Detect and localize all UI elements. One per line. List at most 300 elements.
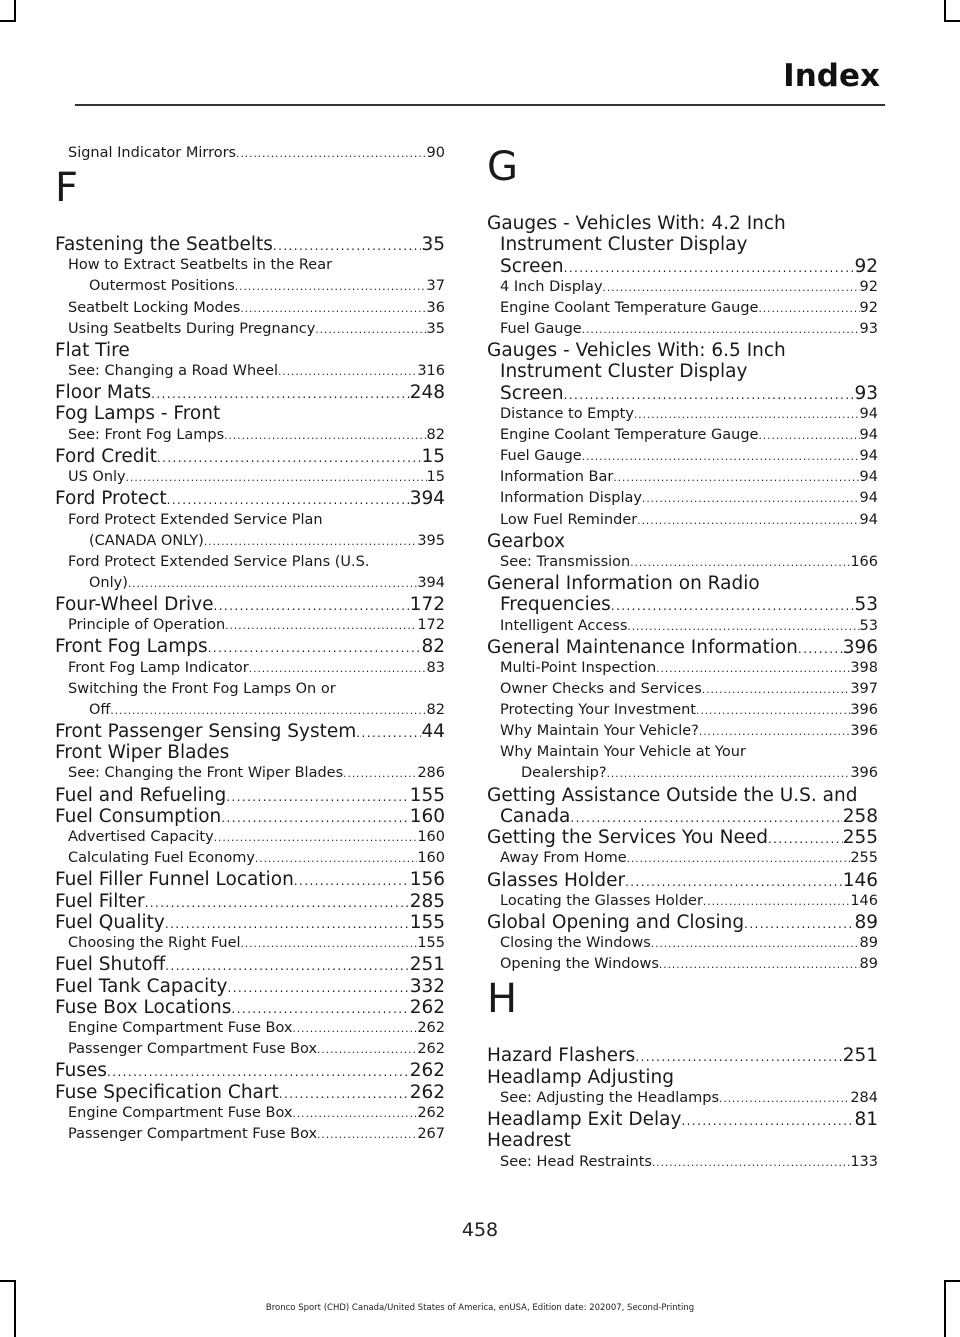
entry-page: 397	[850, 681, 878, 698]
index-entry	[55, 594, 445, 615]
dot-leader	[696, 701, 850, 721]
dot-leader	[719, 1089, 850, 1109]
entry-label: Fuel Consumption	[55, 805, 222, 827]
entry-label: Screen	[500, 255, 564, 277]
index-entry-line: Instrument Cluster Display	[500, 361, 748, 383]
dot-leader	[231, 999, 409, 1018]
index-subentry	[55, 848, 445, 869]
index-subentry	[55, 933, 445, 954]
entry-label: Engine Compartment Fuse Box	[68, 1020, 293, 1037]
dot-leader	[630, 553, 850, 573]
index-subentry	[487, 446, 878, 467]
entry-label: Frequencies	[500, 594, 611, 616]
index-entry	[487, 383, 878, 404]
dot-leader	[768, 829, 843, 848]
dot-leader	[224, 426, 426, 446]
index-heading: Gearbox	[487, 530, 566, 552]
dot-leader	[564, 385, 855, 404]
entry-page: 285	[409, 890, 445, 912]
entry-page: 156	[409, 869, 445, 891]
dot-leader	[607, 764, 851, 784]
index-subentry	[487, 467, 878, 488]
index-subentry	[487, 700, 878, 721]
entry-page: 35	[421, 234, 445, 256]
entry-page: 82	[426, 426, 445, 443]
index-entry	[55, 1060, 445, 1081]
entry-label: Ford Credit	[55, 445, 157, 467]
entry-page: 251	[842, 1045, 878, 1067]
entry-label: See: Front Fog Lamps	[68, 426, 225, 443]
index-subentry	[487, 763, 878, 784]
index-entry	[487, 827, 878, 848]
entry-page: 53	[854, 594, 878, 616]
entry-label: Why Maintain Your Vehicle?	[500, 723, 699, 740]
entry-label: Owner Checks and Services	[500, 681, 702, 698]
entry-label: Fuel Quality	[55, 911, 165, 933]
entry-label: Locating the Glasses Holder	[500, 892, 703, 909]
dot-leader	[126, 468, 427, 488]
dot-leader	[627, 617, 859, 637]
entry-label: (CANADA ONLY)	[89, 532, 204, 549]
index-column-right	[487, 143, 878, 1173]
index-subentry	[55, 615, 445, 636]
entry-label: Screen	[500, 382, 564, 404]
entry-page: 262	[417, 1041, 445, 1058]
index-subentry	[487, 616, 878, 637]
entry-label: Low Fuel Reminder	[500, 511, 638, 528]
entry-label: Engine Coolant Temperature Gauge	[500, 299, 759, 316]
index-subentry	[487, 891, 878, 912]
entry-page: 166	[850, 553, 878, 570]
entry-label: General Maintenance Information	[487, 636, 798, 658]
entry-label: Getting the Services You Need	[487, 827, 768, 849]
entry-page: 146	[850, 892, 878, 909]
index-subentry	[55, 425, 445, 446]
entry-page: 92	[859, 278, 878, 295]
index-subentry	[487, 488, 878, 509]
dot-leader	[208, 638, 422, 657]
entry-page: 394	[409, 488, 445, 510]
entry-label: 4 Inch Display	[500, 278, 603, 295]
entry-label: Intelligent Access	[500, 617, 628, 634]
entry-label: US Only	[68, 469, 126, 486]
entry-page: 394	[417, 574, 445, 591]
index-subentry	[55, 531, 445, 552]
entry-label: Ford Protect	[55, 488, 167, 510]
entry-page: 94	[859, 469, 878, 486]
dot-leader	[642, 489, 860, 509]
dot-leader	[292, 1104, 417, 1124]
dot-leader	[758, 299, 859, 319]
index-entry	[487, 1045, 878, 1066]
index-subentry	[487, 658, 878, 679]
dot-leader	[627, 849, 851, 869]
entry-page: 255	[842, 827, 878, 849]
dot-leader	[292, 1019, 417, 1039]
entry-label: Protecting Your Investment	[500, 702, 696, 719]
index-subentry	[55, 143, 445, 164]
entry-label: Front Fog Lamps	[55, 636, 208, 658]
index-heading: Headrest	[487, 1130, 571, 1152]
dot-leader	[165, 956, 409, 975]
dot-leader	[294, 871, 410, 890]
index-subentry-line: Switching the Front Fog Lamps On or	[68, 680, 336, 697]
index-subentry	[55, 276, 445, 297]
dot-leader	[703, 892, 850, 912]
entry-page: 155	[409, 911, 445, 933]
dot-leader	[249, 659, 427, 679]
dot-leader	[235, 277, 427, 297]
dot-leader	[634, 405, 860, 425]
index-subentry	[487, 954, 878, 975]
entry-page: 258	[842, 805, 878, 827]
entry-label: Front Passenger Sensing System	[55, 720, 357, 742]
entry-page: 284	[850, 1090, 878, 1107]
entry-page: 94	[859, 427, 878, 444]
entry-label: Opening the Windows	[500, 956, 659, 973]
entry-label: Multi-Point Inspection	[500, 660, 657, 676]
index-entry	[55, 785, 445, 806]
dot-leader	[221, 808, 409, 827]
index-subentry	[487, 277, 878, 298]
index-entry	[55, 806, 445, 827]
entry-label: Closing the Windows	[500, 935, 651, 952]
entry-page: 286	[417, 765, 445, 782]
entry-label: Away From Home	[500, 850, 627, 867]
entry-label: Signal Indicator Mirrors	[68, 145, 237, 161]
entry-page: 37	[426, 278, 445, 295]
dot-leader	[613, 468, 859, 488]
entry-label: Fastening the Seatbelts	[55, 234, 273, 256]
dot-leader	[226, 787, 409, 806]
entry-page: 93	[854, 382, 878, 404]
dot-leader	[702, 680, 851, 700]
index-subentry	[487, 1088, 878, 1109]
dot-leader	[699, 722, 850, 742]
index-entry	[55, 891, 445, 912]
dot-leader	[652, 1153, 850, 1173]
index-entry	[55, 997, 445, 1018]
index-entry	[487, 594, 878, 615]
entry-label: Seatbelt Locking Modes	[68, 299, 241, 316]
entry-page: 89	[854, 911, 878, 933]
index-entry	[487, 637, 878, 658]
entry-page: 172	[417, 617, 445, 634]
entry-page: 146	[842, 869, 878, 891]
index-heading: Flat Tire	[55, 339, 130, 361]
dot-leader	[240, 299, 426, 319]
entry-label: Canada	[500, 805, 571, 827]
entry-page: 396	[850, 723, 878, 740]
index-subentry	[55, 763, 445, 784]
entry-label: Outermost Positions	[89, 278, 235, 295]
dot-leader	[564, 258, 855, 277]
dot-leader	[279, 1084, 410, 1103]
crop-mark	[944, 0, 946, 22]
entry-page: 267	[417, 1126, 445, 1143]
crop-mark	[0, 1280, 16, 1282]
entry-label: Fuel Filter	[55, 890, 145, 912]
entry-label: See: Adjusting the Headlamps	[500, 1090, 720, 1107]
crop-mark	[14, 0, 16, 22]
entry-page: 160	[417, 829, 445, 846]
dot-leader	[228, 978, 410, 997]
entry-page: 160	[417, 850, 445, 867]
index-subentry	[55, 361, 445, 382]
entry-label: Fuses	[55, 1060, 108, 1082]
dot-leader	[798, 639, 843, 658]
entry-page: 262	[409, 996, 445, 1018]
entry-page: 44	[421, 720, 445, 742]
index-entry	[55, 446, 445, 467]
entry-label: Fuel Tank Capacity	[55, 975, 228, 997]
index-entry-line: Getting Assistance Outside the U.S. and	[487, 784, 858, 806]
entry-page: 94	[859, 490, 878, 507]
entry-page: 82	[421, 636, 445, 658]
entry-page: 262	[409, 1081, 445, 1103]
dot-leader	[625, 872, 843, 891]
entry-page: 92	[854, 255, 878, 277]
dot-leader	[744, 914, 854, 933]
entry-page: 316	[417, 363, 445, 380]
index-entry	[487, 870, 878, 891]
entry-label: Fuel Gauge	[500, 321, 582, 338]
dot-leader	[236, 144, 426, 164]
index-entry	[487, 256, 878, 277]
entry-page: 82	[426, 701, 445, 718]
entry-label: Floor Mats	[55, 382, 152, 404]
dot-leader	[317, 1040, 417, 1060]
dot-leader	[225, 616, 417, 636]
index-subentry	[55, 700, 445, 721]
page-number: 458	[461, 1219, 499, 1241]
index-entry	[55, 869, 445, 890]
dot-leader	[343, 764, 417, 784]
crop-mark	[944, 1280, 960, 1282]
crop-mark	[944, 20, 960, 22]
index-subentry	[487, 679, 878, 700]
edition-info: Bronco Sport (CHD) Canada/United States of America, enUSA, Edition date: 202007, Second-Printing	[265, 1303, 695, 1313]
entry-label: Using Seatbelts During Pregnancy	[68, 320, 316, 337]
index-entry	[487, 912, 878, 933]
index-subentry	[487, 510, 878, 531]
entry-label: See: Transmission	[500, 553, 631, 570]
entry-page: 395	[417, 532, 445, 549]
entry-label: Fuse Specification Chart	[55, 1081, 279, 1103]
index-subentry	[487, 552, 878, 573]
entry-page: 81	[854, 1109, 878, 1131]
dot-leader	[255, 849, 417, 869]
entry-label: Four-Wheel Drive	[55, 593, 214, 615]
entry-page: 262	[417, 1020, 445, 1037]
index-subentry	[55, 1018, 445, 1039]
entry-label: Engine Coolant Temperature Gauge	[500, 427, 759, 444]
dot-leader	[204, 532, 417, 552]
dot-leader	[107, 1062, 410, 1081]
index-entry-line: Gauges - Vehicles With: 4.2 Inch	[487, 213, 786, 234]
entry-label: Advertised Capacity	[68, 829, 214, 846]
index-subentry-line: Ford Protect Extended Service Plan	[68, 511, 323, 528]
entry-label: Information Display	[500, 490, 642, 507]
entry-label: Hazard Flashers	[487, 1045, 636, 1067]
entry-page: 160	[409, 805, 445, 827]
index-subentry	[55, 319, 445, 340]
entry-page: 262	[417, 1105, 445, 1121]
entry-page: 15	[421, 445, 445, 467]
index-subentry	[55, 1124, 445, 1145]
entry-label: Choosing the Right Fuel	[68, 935, 241, 952]
entry-page: 332	[409, 975, 445, 997]
dot-leader	[151, 384, 410, 403]
entry-page: 398	[850, 660, 878, 676]
index-entry	[55, 721, 445, 742]
index-subentry	[487, 1152, 878, 1173]
entry-label: Off	[89, 701, 111, 718]
entry-page: 155	[417, 935, 445, 952]
index-entry	[487, 806, 878, 827]
entry-label: Fuel and Refueling	[55, 784, 227, 806]
index-subentry	[55, 1039, 445, 1060]
index-subentry-line: Ford Protect Extended Service Plans (U.S.	[68, 553, 370, 570]
dot-leader	[167, 490, 410, 509]
dot-leader	[582, 320, 860, 340]
dot-leader	[681, 1111, 854, 1130]
entry-label: See: Changing a Road Wheel	[68, 363, 279, 380]
section-letter: H	[487, 976, 518, 1023]
dot-leader	[637, 511, 859, 531]
index-subentry	[55, 573, 445, 594]
dot-leader	[659, 955, 860, 975]
dot-leader	[110, 701, 426, 721]
dot-leader	[758, 426, 859, 446]
header-divider	[75, 104, 885, 106]
index-entry	[55, 382, 445, 403]
entry-page: 94	[859, 511, 878, 528]
entry-label: Principle of Operation	[68, 617, 226, 634]
index-subentry	[55, 827, 445, 848]
dot-leader	[145, 893, 410, 912]
index-subentry	[55, 467, 445, 488]
entry-label: Information Bar	[500, 469, 614, 486]
entry-page: 89	[859, 935, 878, 952]
entry-label: Fuel Filler Funnel Location	[55, 869, 294, 891]
dot-leader	[241, 934, 418, 954]
index-subentry	[487, 298, 878, 319]
index-entry	[55, 636, 445, 657]
entry-label: Fuel Gauge	[500, 448, 582, 465]
dot-leader	[128, 574, 417, 594]
entry-page: 53	[859, 617, 878, 634]
dot-leader	[214, 596, 410, 615]
entry-page: 94	[859, 406, 878, 423]
dot-leader	[656, 659, 850, 679]
index-subentry	[487, 721, 878, 742]
page-title: Index	[783, 58, 880, 94]
dot-leader	[157, 448, 422, 467]
dot-leader	[651, 934, 860, 954]
index-entry-line: General Information on Radio	[487, 573, 760, 595]
entry-page: 133	[850, 1153, 878, 1170]
entry-page: 93	[859, 321, 878, 338]
crop-mark	[0, 20, 16, 22]
index-subentry	[55, 1103, 445, 1124]
index-entry	[55, 1082, 445, 1103]
index-subentry	[487, 848, 878, 869]
index-entry-line: Gauges - Vehicles With: 6.5 Inch	[487, 340, 786, 362]
entry-page: 15	[426, 469, 445, 486]
entry-label: Fuse Box Locations	[55, 996, 232, 1018]
index-entry	[487, 1109, 878, 1130]
index-entry	[55, 976, 445, 997]
index-subentry	[487, 933, 878, 954]
index-subentry	[55, 298, 445, 319]
entry-page: 396	[842, 636, 878, 658]
index-subentry	[55, 658, 445, 679]
dot-leader	[603, 278, 860, 298]
index-entry	[55, 912, 445, 933]
entry-label: Front Fog Lamp Indicator	[68, 659, 249, 676]
entry-label: Dealership?	[521, 765, 607, 782]
dot-leader	[582, 447, 860, 467]
entry-page: 90	[426, 145, 445, 161]
entry-page: 251	[409, 954, 445, 976]
index-subentry-line: How to Extract Seatbelts in the Rear	[68, 257, 333, 274]
index-subentry	[487, 404, 878, 425]
index-heading: Headlamp Adjusting	[487, 1066, 674, 1088]
dot-leader	[315, 320, 426, 340]
entry-label: Calculating Fuel Economy	[68, 850, 255, 867]
dot-leader	[165, 914, 410, 933]
entry-page: 248	[409, 382, 445, 404]
index-heading: Fog Lamps - Front	[55, 403, 221, 425]
index-entry	[55, 234, 445, 255]
entry-page: 94	[859, 448, 878, 465]
entry-label: Only)	[89, 574, 128, 591]
section-letter: G	[487, 144, 518, 190]
entry-label: Fuel Shutoff	[55, 954, 166, 976]
entry-label: Glasses Holder	[487, 869, 626, 891]
entry-label: Headlamp Exit Delay	[487, 1109, 682, 1131]
index-column-left	[55, 143, 445, 1145]
index-subentry-line: Why Maintain Your Vehicle at Your	[500, 744, 746, 761]
index-entry	[55, 954, 445, 975]
entry-page: 172	[409, 593, 445, 615]
dot-leader	[273, 236, 422, 255]
dot-leader	[278, 362, 417, 382]
index-entry-line: Instrument Cluster Display	[500, 234, 748, 256]
entry-page: 396	[850, 702, 878, 719]
section-letter: F	[55, 165, 79, 212]
entry-label: Engine Compartment Fuse Box	[68, 1105, 293, 1121]
entry-page: 155	[409, 784, 445, 806]
entry-label: Distance to Empty	[500, 406, 634, 423]
dot-leader	[570, 808, 842, 827]
dot-leader	[356, 723, 421, 742]
entry-label: See: Head Restraints	[500, 1153, 652, 1170]
entry-page: 396	[850, 765, 878, 782]
dot-leader	[635, 1047, 842, 1066]
index-heading: Front Wiper Blades	[55, 742, 230, 764]
entry-page: 89	[859, 956, 878, 973]
entry-label: See: Changing the Front Wiper Blades	[68, 765, 344, 782]
index-entry	[55, 488, 445, 509]
entry-page: 35	[426, 320, 445, 337]
dot-leader	[317, 1125, 417, 1145]
entry-label: Passenger Compartment Fuse Box	[68, 1126, 318, 1143]
dot-leader	[611, 596, 855, 615]
entry-label: Global Opening and Closing	[487, 911, 745, 933]
entry-label: Passenger Compartment Fuse Box	[68, 1041, 318, 1058]
